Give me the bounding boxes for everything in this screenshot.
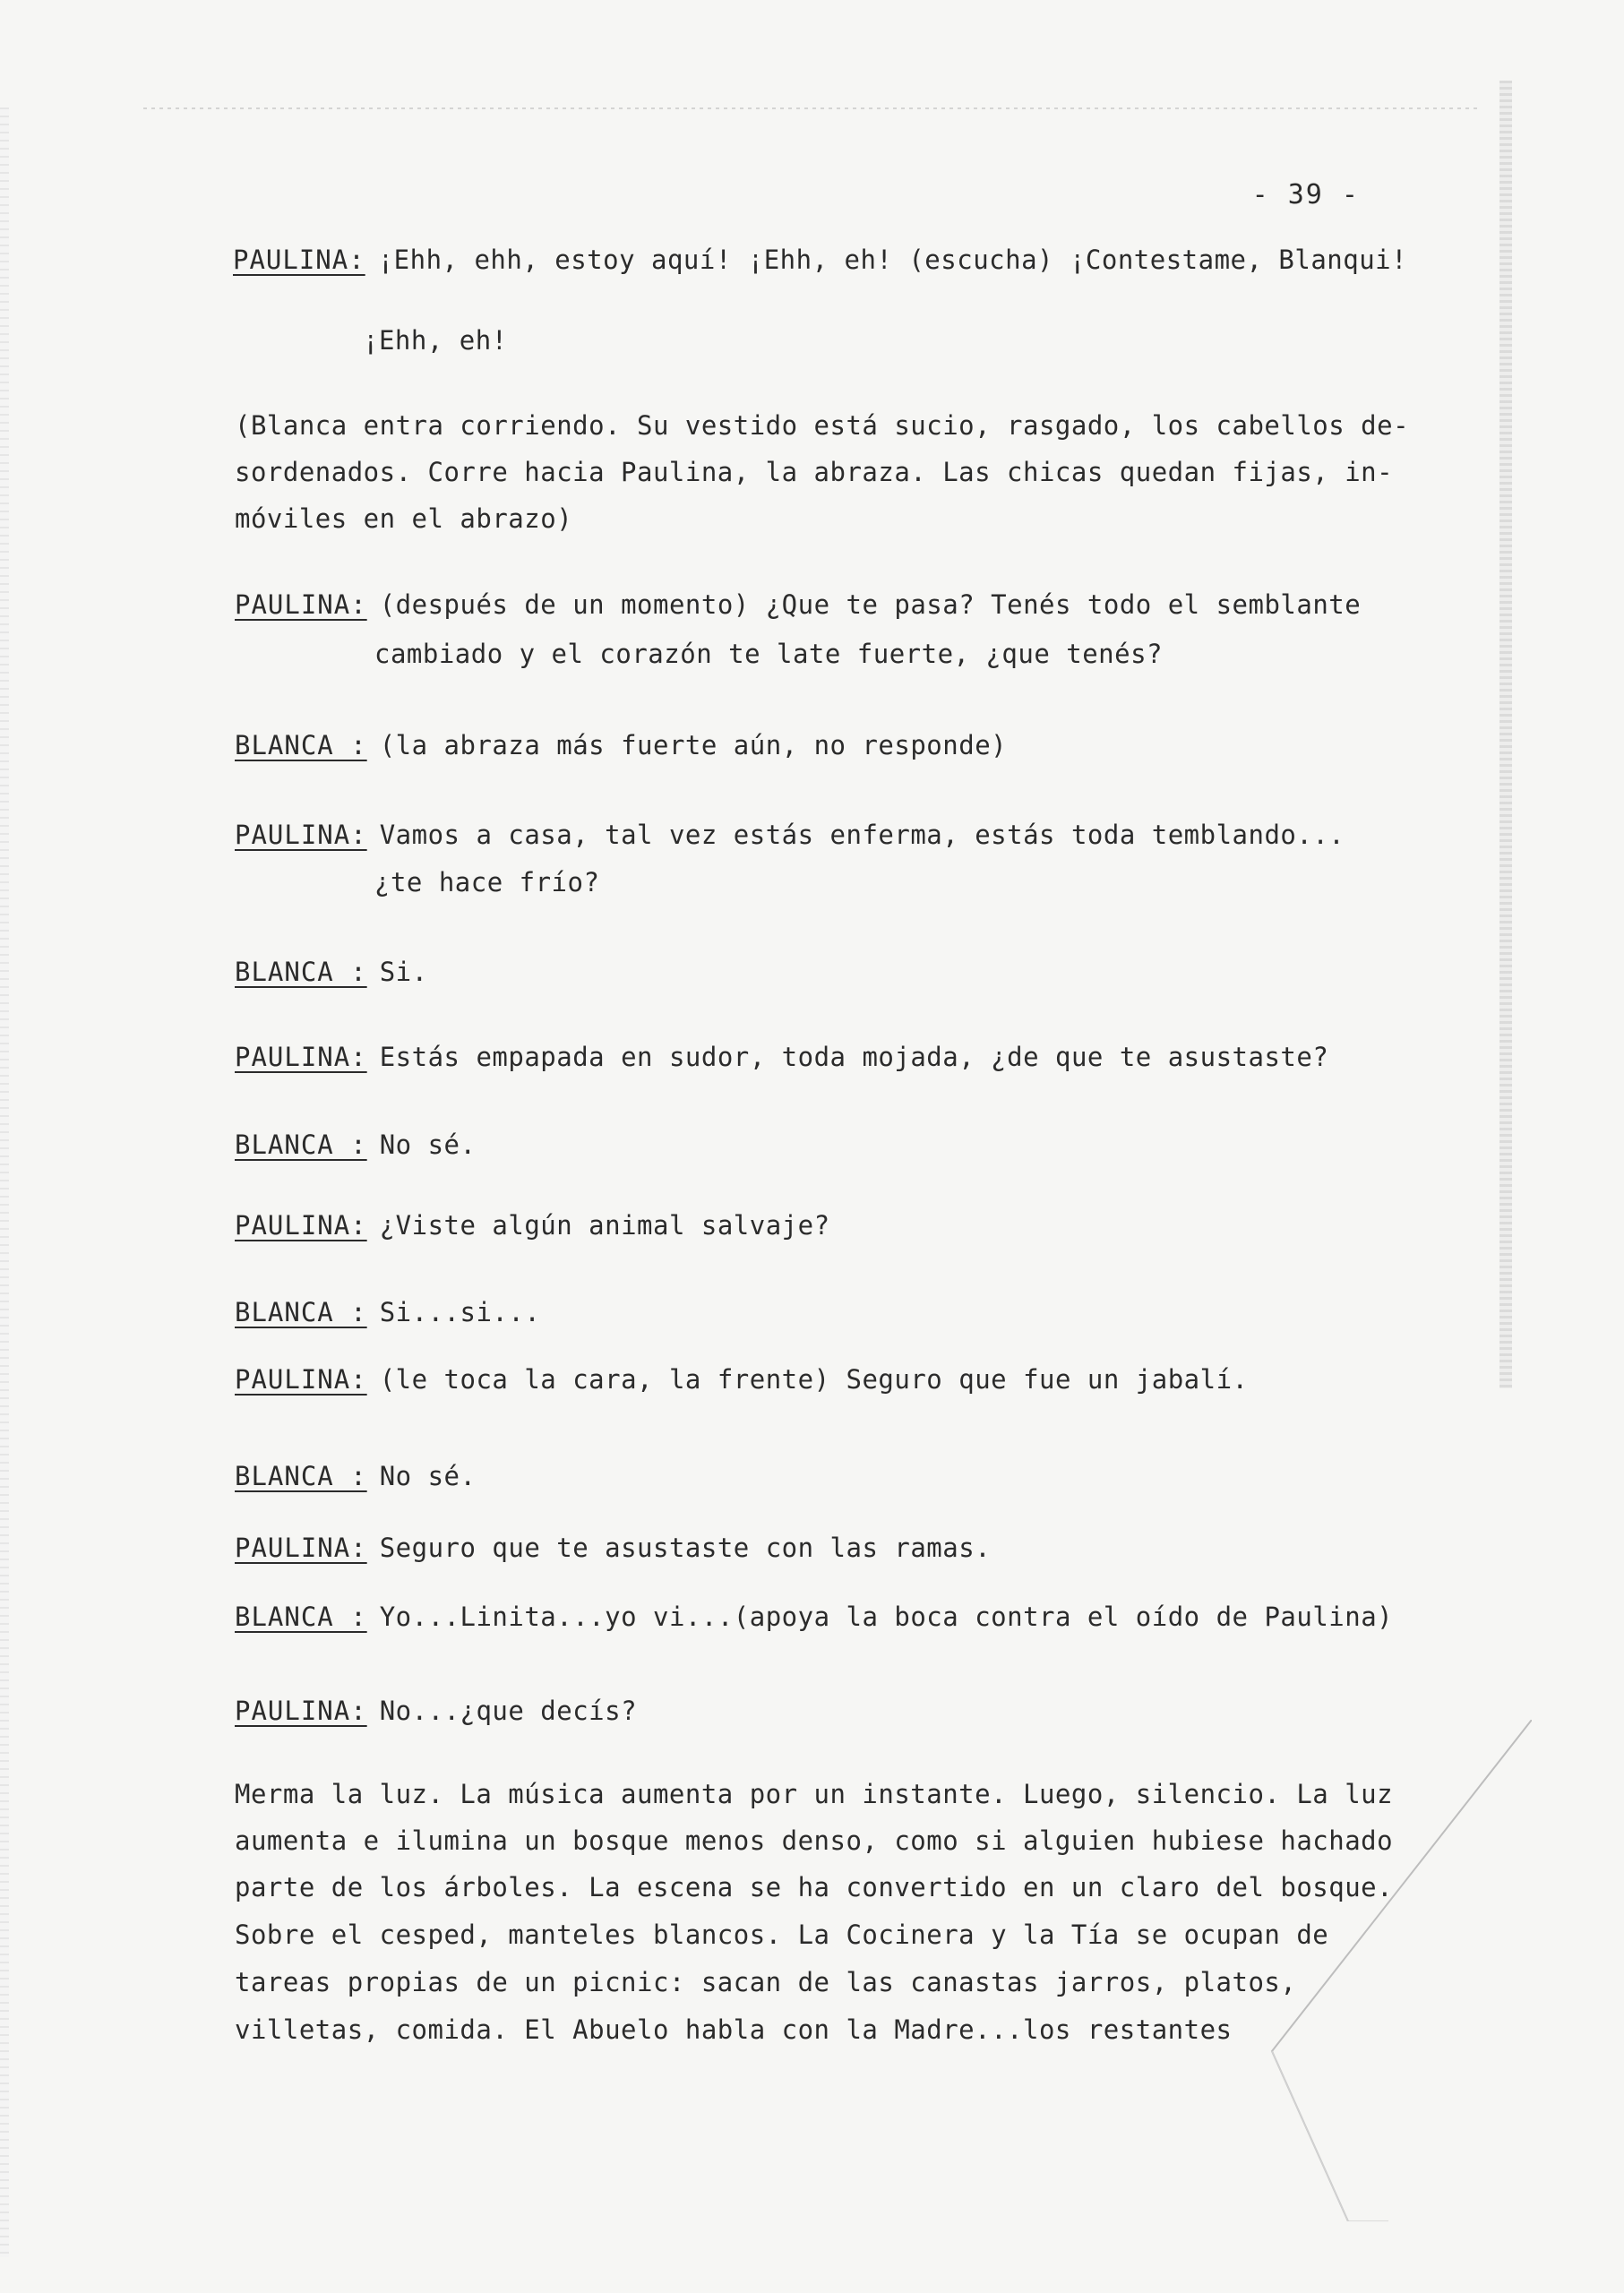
line-text: móviles en el abrazo): [235, 503, 573, 534]
folded-corner-artifact: [1156, 1720, 1532, 2221]
page-number: - 39 -: [1251, 179, 1360, 210]
stage-direction-line: [235, 1964, 1296, 2000]
speaker-label: BLANCA :: [235, 1129, 367, 1160]
line-text: No sé.: [379, 1129, 477, 1160]
scan-top-rule: [143, 107, 1478, 109]
speaker-label: PAULINA:: [235, 820, 367, 850]
line-text: tareas propias de un picnic: sacan de las canastas jarros, platos,: [235, 1967, 1297, 1997]
speaker-label: PAULINA:: [235, 1042, 367, 1072]
stage-direction-line: [235, 501, 572, 537]
speaker-label: PAULINA:: [235, 1364, 367, 1395]
dialogue-line: [233, 242, 1407, 278]
dialogue-line: [235, 1039, 1328, 1075]
line-text: parte de los árboles. La escena se ha convertido en un claro del bosque.: [235, 1872, 1394, 1902]
line-text: sordenados. Corre hacia Paulina, la abraza. Las chicas quedan fijas, in-: [235, 457, 1394, 487]
line-text: ¡Ehh, eh!: [363, 325, 508, 356]
line-text: Estás empapada en sudor, toda mojada, ¿de que te asustaste?: [379, 1042, 1329, 1072]
dialogue-line: [235, 727, 1007, 763]
line-text: (le toca la cara, la frente) Seguro que fue un jabalí.: [379, 1364, 1249, 1395]
speaker-label: PAULINA:: [235, 589, 367, 620]
line-text: (Blanca entra corriendo. Su vestido está sucio, rasgado, los cabellos de-: [235, 410, 1410, 441]
line-text: ¿te hace frío?: [374, 867, 600, 897]
line-text: cambiado y el corazón te late fuerte, ¿que tenés?: [374, 639, 1164, 669]
line-text: Merma la luz. La música aumenta por un instante. Luego, silencio. La luz: [235, 1779, 1394, 1809]
line-text: Si.: [379, 957, 428, 987]
line-text: Vamos a casa, tal vez estás enferma, estás toda temblando...: [379, 820, 1345, 850]
dialogue-line: [374, 864, 599, 900]
dialogue-line: [235, 1693, 637, 1729]
line-text: (después de un momento) ¿Que te pasa? Tenés todo el semblante: [379, 589, 1362, 620]
dialogue-line: [235, 587, 1361, 623]
dialogue-line: [235, 1207, 830, 1243]
dialogue-line: [235, 1361, 1249, 1397]
stage-direction-line: [235, 454, 1393, 490]
line-text: No...¿que decís?: [379, 1696, 638, 1726]
dialogue-line: [235, 1458, 476, 1494]
line-text: Yo...Linita...yo vi...(apoya la boca contra el oído de Paulina): [379, 1602, 1394, 1632]
speaker-label: PAULINA:: [235, 1696, 367, 1726]
dialogue-line: [235, 817, 1345, 853]
speaker-label: BLANCA :: [235, 957, 367, 987]
speaker-label: BLANCA :: [235, 730, 367, 760]
speaker-label: PAULINA:: [235, 1210, 367, 1241]
stage-direction-line: [235, 2012, 1233, 2048]
line-text: ¿Viste algún animal salvaje?: [379, 1210, 830, 1241]
speaker-label: BLANCA :: [235, 1297, 367, 1327]
dialogue-line: [235, 1294, 540, 1330]
line-text: Seguro que te asustaste con las ramas.: [379, 1533, 992, 1563]
line-text: aumenta e ilumina un bosque menos denso, como si alguien hubiese hachado: [235, 1825, 1394, 1856]
speaker-label: PAULINA:: [235, 1533, 367, 1563]
speaker-label: BLANCA :: [235, 1602, 367, 1632]
line-text: Si...si...: [379, 1297, 541, 1327]
line-text: Sobre el cesped, manteles blancos. La Cocinera y la Tía se ocupan de: [235, 1919, 1329, 1950]
scan-edge-left: [0, 107, 9, 2257]
line-text: No sé.: [379, 1461, 477, 1491]
line-text: ¡Ehh, ehh, estoy aquí! ¡Ehh, eh! (escucha) ¡Contestame, Blanqui!: [377, 245, 1408, 275]
speaker-label: PAULINA:: [233, 245, 365, 275]
dialogue-line: [235, 1599, 1393, 1635]
scan-edge-right: [1499, 81, 1512, 1388]
dialogue-line: [235, 954, 428, 990]
dialogue-line: [374, 636, 1163, 672]
line-text: villetas, comida. El Abuelo habla con la Madre...los restantes: [235, 2014, 1233, 2045]
line-text: (la abraza más fuerte aún, no responde): [379, 730, 1008, 760]
dialogue-line: [235, 1530, 991, 1566]
stage-direction-line: [235, 408, 1409, 443]
dialogue-line: [235, 1127, 476, 1163]
speaker-label: BLANCA :: [235, 1461, 367, 1491]
dialogue-line: [363, 322, 508, 358]
